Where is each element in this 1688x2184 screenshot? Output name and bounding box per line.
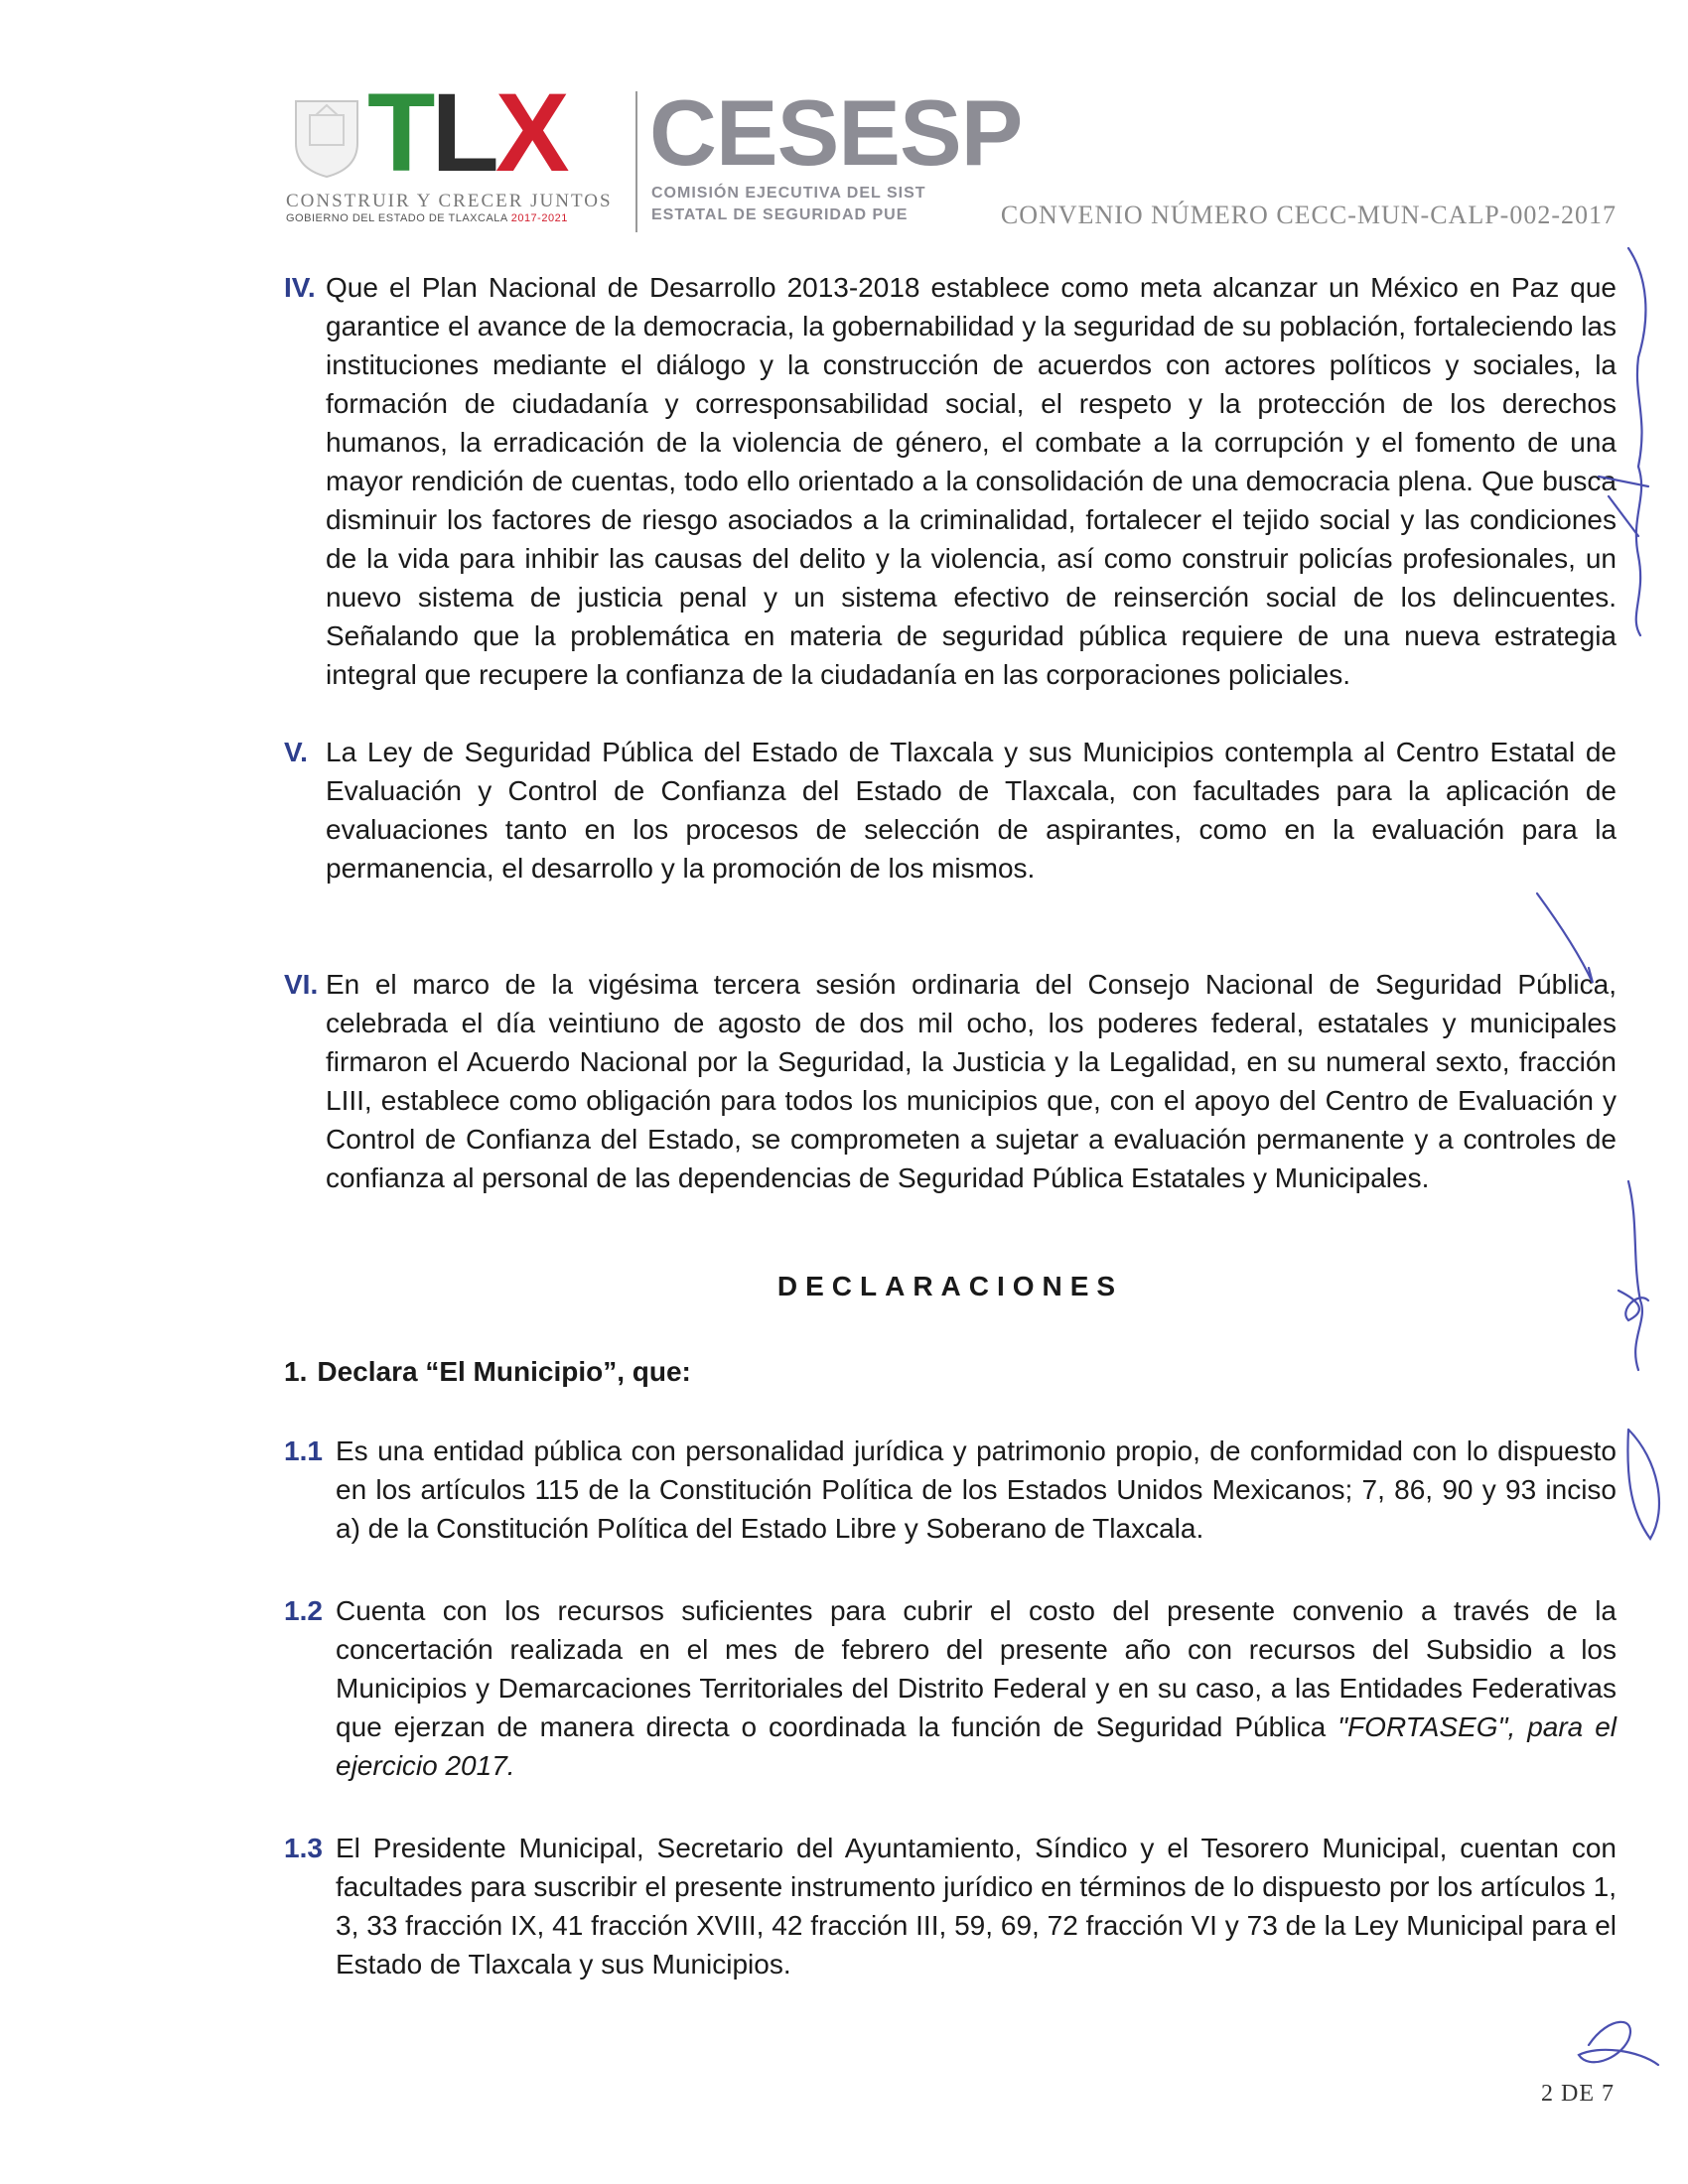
item-text: La Ley de Seguridad Pública del Estado de Tlaxcala y sus Municipios contempla al Centro Estatal de Evaluación y Control de Confianza del Estado de Tlaxcala, con facultades para la aplicación de evaluaciones tanto en los procesos de selección de aspirantes, como en la evaluación para la permanencia, el desarrollo y la promoción de los mismos. [326, 737, 1617, 884]
government-line [286, 212, 633, 224]
item-number: V. [284, 737, 308, 767]
antecedent-vi [284, 965, 1617, 1197]
cesesp-logo: CESESP [649, 80, 1023, 185]
page-number: 2 DE 7 [1541, 2081, 1615, 2107]
declaration-1-1 [284, 1432, 1617, 1548]
tlx-letter-l: L [431, 70, 495, 195]
declaration-1-2 [284, 1591, 1617, 1785]
initials-bottom [1579, 2022, 1658, 2065]
item-text-container [284, 1591, 1617, 1785]
cesesp-subtitle-2: ESTATAL DE SEGURIDAD PUE [651, 206, 909, 223]
item-number: IV. [284, 272, 316, 303]
agreement-number: CONVENIO NÚMERO CECC-MUN-CALP-002-2017 [1000, 201, 1617, 229]
government-years: 2017-2021 [510, 212, 568, 224]
declaration-1-3 [284, 1829, 1617, 1983]
antecedent-iv [284, 268, 1617, 694]
tlx-letter-t: T [367, 70, 432, 195]
section-title: DECLARACIONES [776, 1271, 1124, 1301]
item-number: 1.1 [284, 1435, 323, 1466]
margin-loop [1627, 1430, 1659, 1539]
government-name: GOBIERNO DEL ESTADO DE TLAXCALA [286, 212, 511, 224]
letterhead [286, 70, 1617, 232]
slogan: CONSTRUIR Y CRECER JUNTOS [286, 191, 613, 211]
document-body [284, 268, 1617, 1983]
item-number: VI. [284, 969, 319, 1000]
item-text: En el marco de la vigésima tercera sesión ordinaria del Consejo Nacional de Seguridad Pública, celebrada el día veintiuno de agosto de dos mil ocho, los poderes federal, estatales y municipales firmaron el Acuerdo Nacional por la Seguridad, la Justicia y la Legalidad, en su numeral sexto, fracción LIII, establece como obligación para todos los municipios que, con el apoyo del Centro de Evaluación y Control de Confianza del Estado, se comprometen a sujetar a evaluación permanente y a controles de confianza al personal de las dependencias de Seguridad Pública Estatales y Municipales. [326, 969, 1617, 1193]
declaration-heading [284, 1356, 1617, 1388]
item-text: El Presidente Municipal, Secretario del Ayuntamiento, Síndico y el Tesorero Municipal, cuentan con facultades para suscribir el presente instrumento jurídico en términos de lo dispuesto por los artículos 1, 3, 33 fracción IX, 41 fracción XVIII, 42 fracción III, 59, 69, 72 fracción VI y 73 de la Ley Municipal para el Estado de Tlaxcala y sus Municipios. [336, 1833, 1617, 1979]
margin-curl-1 [1618, 1291, 1648, 1320]
item-text: Cuenta con los recursos suficientes para cubrir el costo del presente convenio a través de la concertación realizada en el mes de febrero del presente año con recursos del Subsidio a los Municipios y Demarcaciones Territoriales del Distrito Federal y en su caso, a las Entidades Federativas que ejerzan de manera directa o coordinada la función de Seguridad Pública [336, 1595, 1617, 1742]
item-text-italic: "FORTASEG", para el ejercicio 2017. [336, 1711, 1617, 1781]
tlx-wordmark [367, 70, 566, 195]
header-divider [635, 91, 637, 232]
declaration-heading-number: 1. [284, 1356, 308, 1387]
tlx-letter-x: X [494, 70, 566, 195]
item-number: 1.3 [284, 1833, 323, 1863]
margin-signature-middle [1628, 1181, 1642, 1370]
item-text: Es una entidad pública con personalidad jurídica y patrimonio propio, de conformidad con lo dispuesto en los artículos 115 de la Constitución Política de los Estados Unidos Mexicanos; 7, 86, 90 y 93 inciso a) de la Constitución Política del Estado Libre y Soberano de Tlaxcala. [336, 1435, 1617, 1544]
declaration-heading-text: Declara “El Municipio”, que: [317, 1356, 691, 1387]
state-seal-icon [286, 93, 367, 181]
item-text: Que el Plan Nacional de Desarrollo 2013-2018 establece como meta alcanzar un México en Paz que garantice el avance de la democracia, la gobernabilidad y la seguridad de su población, fortaleciendo las instituciones mediante el diálogo y la construcción de acuerdos con actores políticos y sociales, la formación de ciudadanía y corresponsabilidad social, el respeto y la protección de los derechos humanos, la erradicación de la violencia de género, el combate a la corrupción y el fomento de una mayor rendición de cuentas, todo ello orientado a la consolidación de una democracia plena. Que busca disminuir los factores de riesgo asociados a la criminalidad, fortalecer el tejido social y las condiciones de la vida para inhibir las causas del delito y la violencia, así como construir policías profesionales, un nuevo sistema de justicia penal y un sistema efectivo de reinserción social de los delincuentes. Señalando que la problemática en materia de seguridad pública requiere de una nueva estrategia integral que recupere la confianza de la ciudadanía en las corporaciones policiales. [326, 272, 1617, 690]
cesesp-subtitle-1: COMISIÓN EJECUTIVA DEL SIST [651, 185, 926, 202]
margin-signature-top [1628, 248, 1645, 635]
tlx-logo [286, 70, 633, 232]
item-number: 1.2 [284, 1595, 323, 1626]
antecedent-v [284, 733, 1617, 887]
